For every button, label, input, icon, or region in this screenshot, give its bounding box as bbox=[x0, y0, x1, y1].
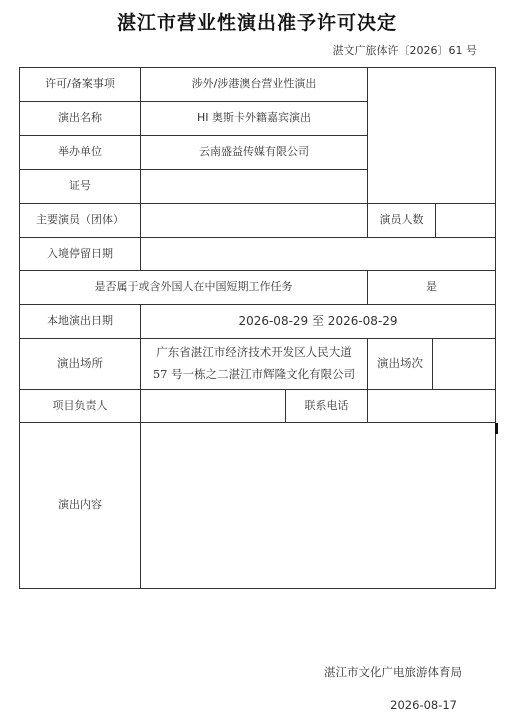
show-name-label: 演出名称 bbox=[58, 111, 102, 125]
contact-phone-label: 联系电话 bbox=[304, 398, 349, 412]
contact-phone-value bbox=[368, 390, 495, 422]
venue-label: 演出场所 bbox=[57, 356, 103, 371]
license-value bbox=[141, 170, 367, 203]
stay-period-label: 入境停留日期 bbox=[47, 246, 113, 260]
project-lead-value bbox=[141, 390, 285, 422]
organizer-label: 举办单位 bbox=[58, 145, 102, 159]
content-label: 演出内容 bbox=[58, 498, 102, 512]
short-term-task-value: 是 bbox=[426, 280, 437, 294]
project-lead-label: 项目负责人 bbox=[52, 398, 108, 412]
permit-item-label: 许可/备案事项 bbox=[45, 77, 115, 91]
content-value bbox=[141, 423, 495, 588]
short-term-task-label: 是否属于或含外国人在中国短期工作任务 bbox=[94, 280, 293, 294]
license-label: 证号 bbox=[69, 179, 91, 193]
issue-date: 2026-08-17 bbox=[390, 698, 457, 712]
stay-period-value bbox=[141, 238, 495, 270]
issuing-authority: 湛江市文化广电旅游体育局 bbox=[324, 665, 462, 679]
venue-value bbox=[141, 339, 367, 389]
document-number: 湛文广旅体许〔2026〕61 号 bbox=[332, 44, 477, 57]
local-dates-label: 本地演出日期 bbox=[47, 314, 113, 328]
local-dates-value: 2026-08-29 至 2026-08-29 bbox=[238, 314, 398, 329]
permit-item-value: 涉外/涉港澳台营业性演出 bbox=[191, 77, 317, 91]
venue-line-2: 57 号一栋之二湛江市辉隆文化有限公司 bbox=[152, 367, 356, 381]
document-title: 湛江市营业性演出准予许可决定 bbox=[116, 12, 397, 34]
main-performers-label: 主要演员（团体） bbox=[36, 213, 124, 227]
venue-line-1: 广东省湛江市经济技术开发区人民大道 bbox=[156, 345, 352, 360]
show-name-value: HI 奥斯卡外籍嘉宾演出 bbox=[196, 111, 311, 125]
sessions-value bbox=[433, 339, 495, 389]
performer-count-value bbox=[436, 204, 495, 237]
performer-count-label: 演员人数 bbox=[379, 213, 424, 227]
sessions-label: 演出场次 bbox=[377, 356, 423, 371]
organizer-value: 云南盛益传媒有限公司 bbox=[199, 145, 309, 159]
